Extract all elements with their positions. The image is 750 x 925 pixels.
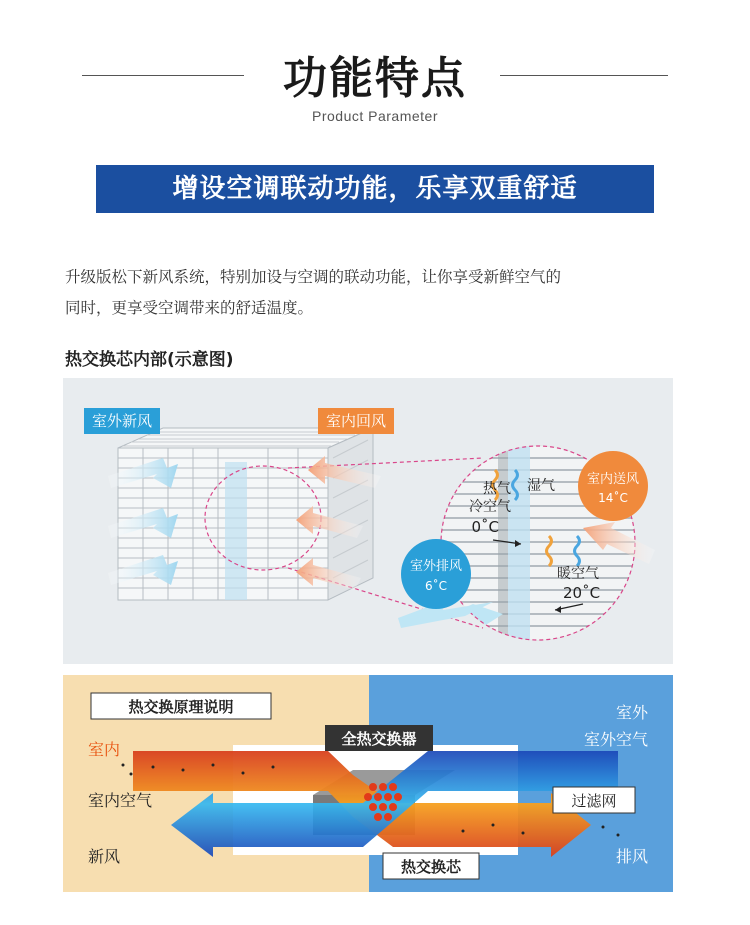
description-line-1: 升级版松下新风系统，特别加设与空调的联动功能，让你享受新鲜空气的: [65, 268, 562, 286]
heat-air-label: 热气: [483, 481, 511, 497]
warm-air-temp: 20˚C: [563, 584, 601, 602]
fresh-air-label: 新风: [88, 847, 121, 866]
outdoor-exhaust-air-temp: 6˚C: [424, 579, 448, 593]
humidity-label: 湿气: [527, 478, 555, 494]
page-title: 功能特点: [283, 53, 467, 104]
outdoor-air-label: 室外空气: [583, 730, 648, 749]
exhaust-air-badge: [401, 539, 471, 609]
outdoor-fresh-air-label: 室外新风: [84, 408, 160, 434]
warm-air-label: 暖空气: [557, 566, 599, 582]
indoor-label: 室内: [88, 740, 121, 759]
feature-banner: 增设空调联动功能，乐享双重舒适: [96, 165, 654, 213]
filter-label: 过滤网: [571, 792, 617, 810]
principle-title: 热交换原理说明: [128, 698, 234, 716]
cold-air-temp: 0˚C: [471, 518, 499, 536]
description-line-2: 同时，更享受空调带来的舒适温度。: [65, 299, 314, 317]
principle-illustration: [63, 675, 673, 892]
feature-description: [65, 262, 685, 324]
indoor-supply-air-label: 室内送风: [586, 472, 640, 487]
outdoor-label: 室外: [615, 703, 648, 722]
indoor-supply-air-temp: 14˚C: [598, 491, 628, 505]
core-section-title: 热交换芯内部(示意图): [65, 350, 234, 370]
core-label: 热交换芯: [400, 858, 462, 876]
indoor-air-label: 室内空气: [88, 791, 153, 810]
core-illustration: [63, 378, 673, 664]
page-subtitle: Product Parameter: [312, 108, 438, 124]
indoor-return-air-label: 室内回风: [318, 408, 394, 434]
cold-air-label: 冷空气: [469, 499, 511, 515]
exhaust-label: 排风: [615, 847, 648, 866]
exchanger-label: 全热交换器: [341, 730, 417, 748]
outdoor-exhaust-air-label: 室外排风: [409, 559, 463, 574]
principle-graphic: [63, 675, 673, 892]
